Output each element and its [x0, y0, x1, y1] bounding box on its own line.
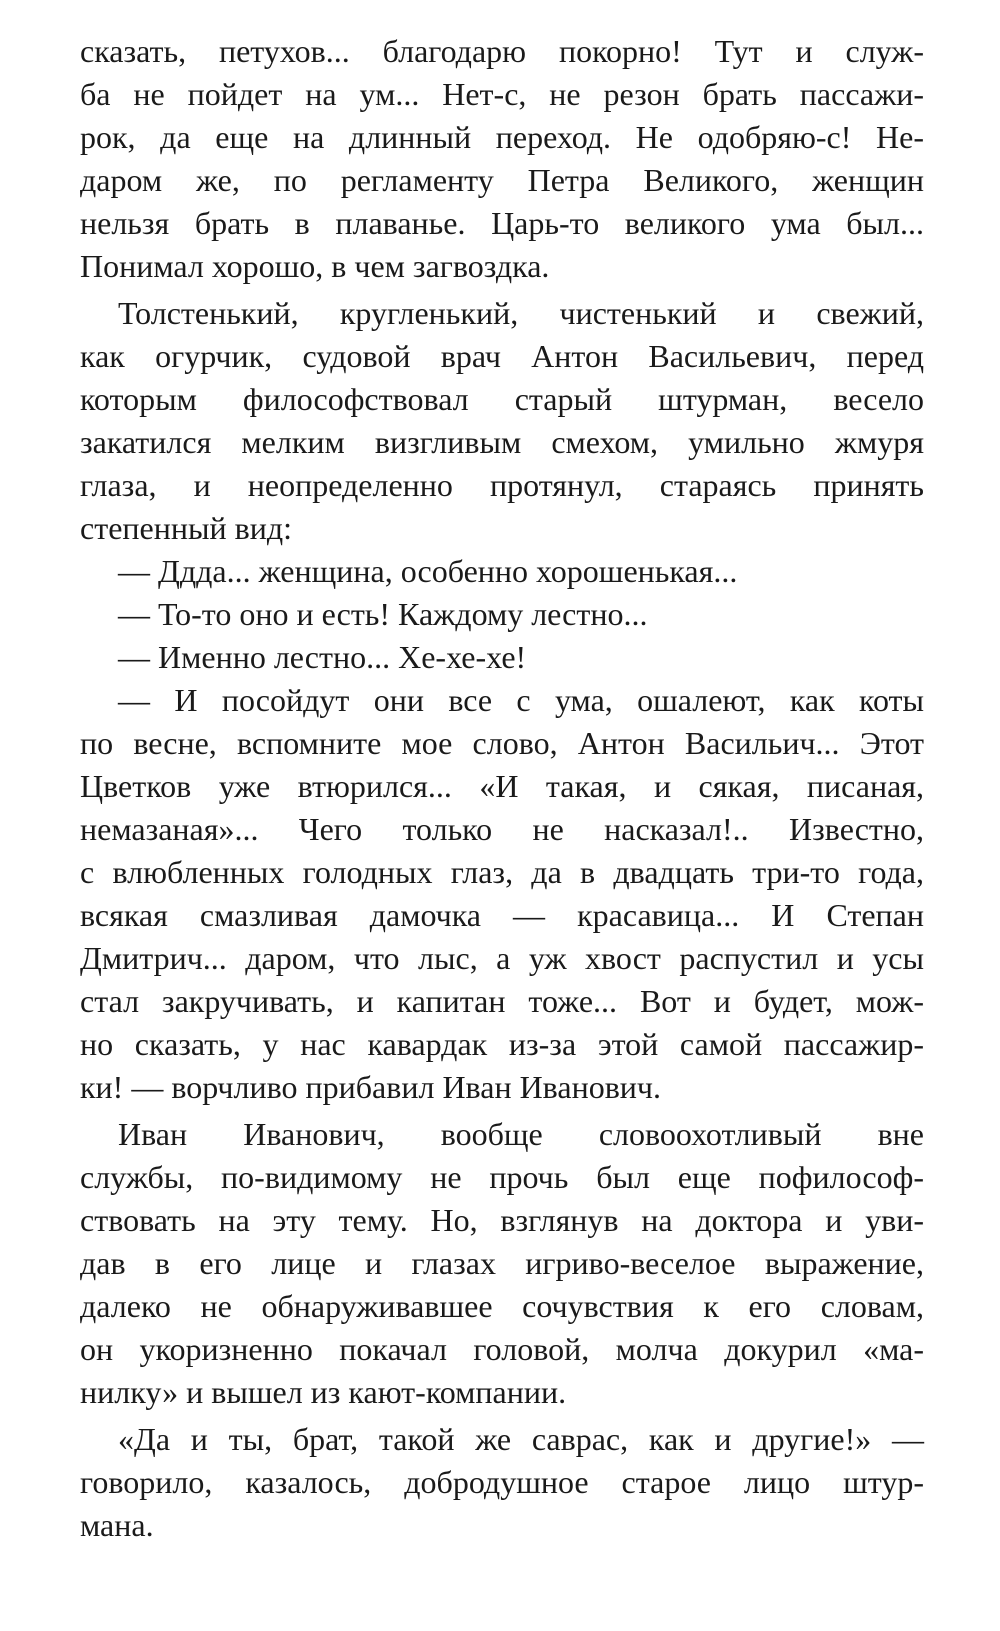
paragraph: [80, 1113, 924, 1414]
text-line: Дмитрич... даром, что лыс, а уж хвост распустил и усы: [80, 940, 924, 976]
paragraph: [80, 679, 924, 1109]
text-line: ствовать на эту тему. Но, взглянув на доктора и уви-: [80, 1202, 924, 1238]
text-line: глаза, и неопределенно протянул, стараясь принять: [80, 467, 924, 503]
text-line: говорило, казалось, добродушное старое лицо штур-: [80, 1464, 924, 1500]
text-line: Иван Иванович, вообще словоохотливый вне: [118, 1116, 924, 1152]
text-line: стал закручивать, и капитан тоже... Вот и будет, мож-: [80, 983, 924, 1019]
dialogue-line: — Ддда... женщина, особенно хорошенькая...: [118, 553, 738, 589]
text-line: он укоризненно покачал головой, молча докурил «ма-: [80, 1331, 924, 1367]
text-line: но сказать, у нас кавардак из-за этой самой пассажир-: [80, 1026, 924, 1062]
text-line: мана.: [80, 1507, 154, 1543]
text-line: Понимал хорошо, в чем загвоздка.: [80, 248, 550, 284]
paragraph: [80, 1418, 924, 1547]
text-line: ба не пойдет на ум... Нет-с, не резон брать пассажи-: [80, 76, 924, 112]
text-line: рок, да еще на длинный переход. Не одобряю-с! Не-: [80, 119, 924, 155]
text-line: даром же, по регламенту Петра Великого, женщин: [80, 162, 924, 198]
text-line: по весне, вспомните мое слово, Антон Васильич... Этот: [80, 725, 924, 761]
book-page: [80, 30, 924, 1547]
paragraph: [80, 292, 924, 550]
text-line: ки! — ворчливо прибавил Иван Иванович.: [80, 1069, 662, 1105]
text-line: которым философствовал старый штурман, весело: [80, 381, 924, 417]
text-line: степенный вид:: [80, 510, 292, 546]
text-line: нельзя брать в плаванье. Царь-то великого ума был...: [80, 205, 924, 241]
dialogue-line: — Именно лестно... Хе-хе-хе!: [118, 639, 527, 675]
text-line: с влюбленных голодных глаз, да в двадцать три-то года,: [80, 854, 924, 890]
text-line: дав в его лице и глазах игриво-веселое выражение,: [80, 1245, 924, 1281]
paragraph: [80, 593, 924, 636]
text-line: закатился мелким визгливым смехом, умильно жмуря: [80, 424, 924, 460]
text-line: нилку» и вышел из кают-компании.: [80, 1374, 567, 1410]
text-line: далеко не обнаруживавшее сочувствия к его словам,: [80, 1288, 924, 1324]
paragraph: [80, 636, 924, 679]
dialogue-line: — То-то оно и есть! Каждому лестно...: [118, 596, 648, 632]
paragraph: [80, 30, 924, 288]
text-line: сказать, петухов... благодарю покорно! Тут и служ-: [80, 33, 924, 69]
text-line: немазаная»... Чего только не насказал!.. Известно,: [80, 811, 924, 847]
text-line: службы, по-видимому не прочь был еще пофилософ-: [80, 1159, 924, 1195]
text-line: — И посойдут они все с ума, ошалеют, как коты: [118, 682, 924, 718]
paragraph: [80, 550, 924, 593]
text-line: Цветков уже втюрился... «И такая, и сякая, писаная,: [80, 768, 924, 804]
text-line: «Да и ты, брат, такой же саврас, как и другие!» —: [118, 1421, 924, 1457]
text-line: Толстенький, кругленький, чистенький и свежий,: [118, 295, 924, 331]
text-line: как огурчик, судовой врач Антон Васильевич, перед: [80, 338, 924, 374]
text-line: всякая смазливая дамочка — красавица... И Степан: [80, 897, 924, 933]
